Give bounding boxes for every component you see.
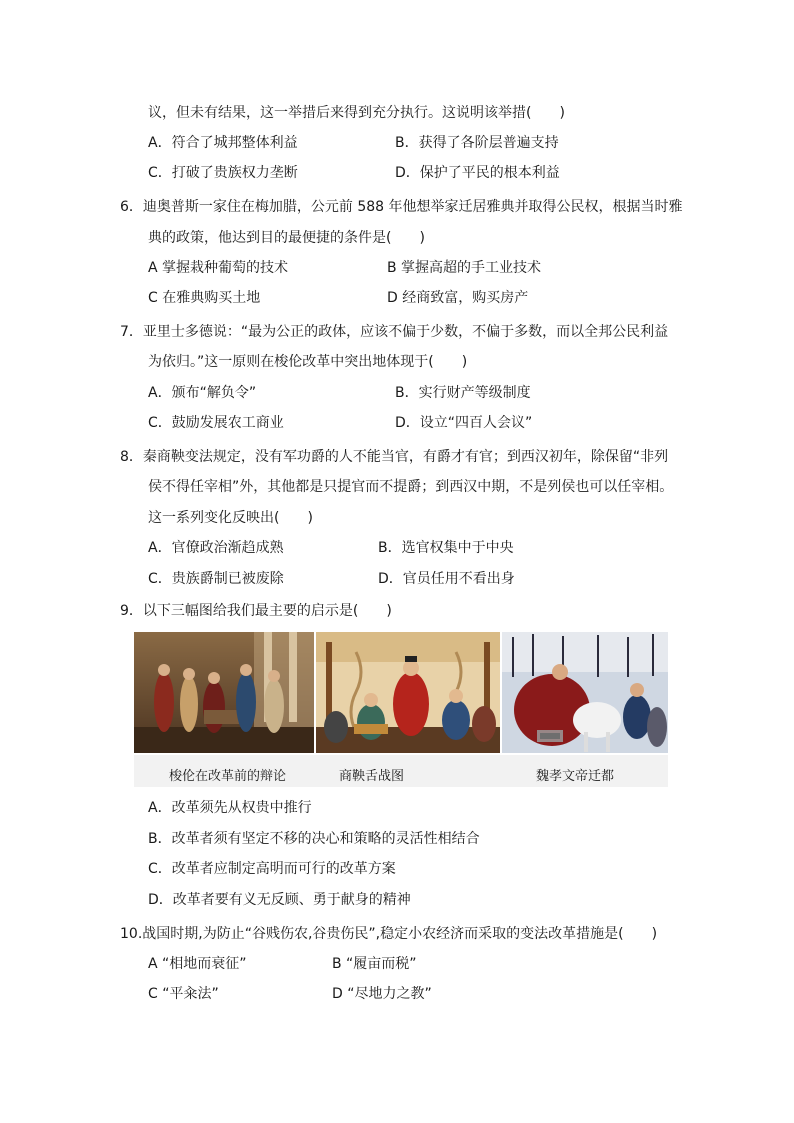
q7-stem-line1: 7．亚里士多德说：“最为公正的政体，应该不偏于少数，不偏于多数，而以全邦公民利益 <box>120 324 669 340</box>
q9-stem: 9．以下三幅图给我们最主要的启示是( ) <box>120 603 392 619</box>
q10-option-a[interactable]: A “相地而衰征” <box>148 956 247 972</box>
q9-option-b[interactable]: B．改革者须有坚定不移的决心和策略的灵活性相结合 <box>148 831 480 847</box>
shang-yang-debate-illustration <box>316 632 500 753</box>
q9-option-c[interactable]: C．改革者应制定高明而可行的改革方案 <box>148 861 396 877</box>
q6-option-b[interactable]: B 掌握高超的手工业技术 <box>387 260 542 276</box>
q8-stem-line2: 侯不得任宰相”外，其他都是只提官而不提爵；到西汉中期，不是列侯也可以任宰相。 <box>148 479 674 495</box>
q9-option-a[interactable]: A．改革须先从权贵中推行 <box>148 800 312 816</box>
caption-shang-yang: 商鞅舌战图 <box>339 769 405 784</box>
q9-option-d[interactable]: D．改革者要有义无反顾、勇于献身的精神 <box>148 892 411 908</box>
xiaowen-relocation-illustration <box>502 632 668 753</box>
q7-option-d[interactable]: D．设立“四百人会议” <box>395 415 533 431</box>
q8-option-a[interactable]: A．官僚政治渐趋成熟 <box>148 540 284 556</box>
q5-option-a[interactable]: A．符合了城邦整体利益 <box>148 135 298 151</box>
q7-option-b[interactable]: B．实行财产等级制度 <box>395 385 531 401</box>
q10-stem: 10.战国时期,为防止“谷贱伤农,谷贵伤民”,稳定小农经济而采取的变法改革措施是( ) <box>120 926 658 942</box>
q10-option-c[interactable]: C “平籴法” <box>148 986 219 1002</box>
q6-option-a[interactable]: A 掌握栽种葡萄的技术 <box>148 260 289 276</box>
q8-stem-line1: 8．秦商鞅变法规定，没有军功爵的人不能当官，有爵才有官；到西汉初年，除保留“非列 <box>120 449 669 465</box>
q6-option-d[interactable]: D 经商致富，购买房产 <box>387 290 529 306</box>
q8-option-c[interactable]: C．贵族爵制已被废除 <box>148 571 284 587</box>
q10-option-d[interactable]: D “尽地力之教” <box>332 986 432 1002</box>
q5-option-c[interactable]: C．打破了贵族权力垄断 <box>148 165 298 181</box>
caption-solon: 梭伦在改革前的辩论 <box>169 769 287 784</box>
q5-option-d[interactable]: D．保护了平民的根本利益 <box>395 165 560 181</box>
q6-stem-line1: 6．迪奥普斯一家住在梅加腊，公元前 588 年他想举家迁居雅典并取得公民权，根据当时雅 <box>120 199 683 215</box>
q7-option-c[interactable]: C．鼓励发展农工商业 <box>148 415 284 431</box>
q7-option-a[interactable]: A．颁布“解负令” <box>148 385 257 401</box>
q7-stem-line2: 为依归。”这一原则在梭伦改革中突出地体现于( ) <box>148 354 468 370</box>
q8-option-b[interactable]: B．选官权集中于中央 <box>378 540 514 556</box>
caption-xiaowen: 魏孝文帝迁都 <box>536 769 615 784</box>
q6-stem-line2: 典的政策，他达到目的最便捷的条件是( ) <box>148 230 425 246</box>
solon-debate-painting <box>134 632 314 753</box>
q5-option-b[interactable]: B．获得了各阶层普遍支持 <box>395 135 559 151</box>
q5-stem-tail: 议，但未有结果，这一举措后来得到充分执行。这说明该举措( ) <box>148 105 565 121</box>
q10-option-b[interactable]: B “履亩而税” <box>332 956 417 972</box>
q9-image-strip <box>134 632 668 753</box>
q8-stem-line3: 这一系列变化反映出( ) <box>148 510 313 526</box>
q8-option-d[interactable]: D．官员任用不看出身 <box>378 571 515 587</box>
q6-option-c[interactable]: C 在雅典购买土地 <box>148 290 261 306</box>
